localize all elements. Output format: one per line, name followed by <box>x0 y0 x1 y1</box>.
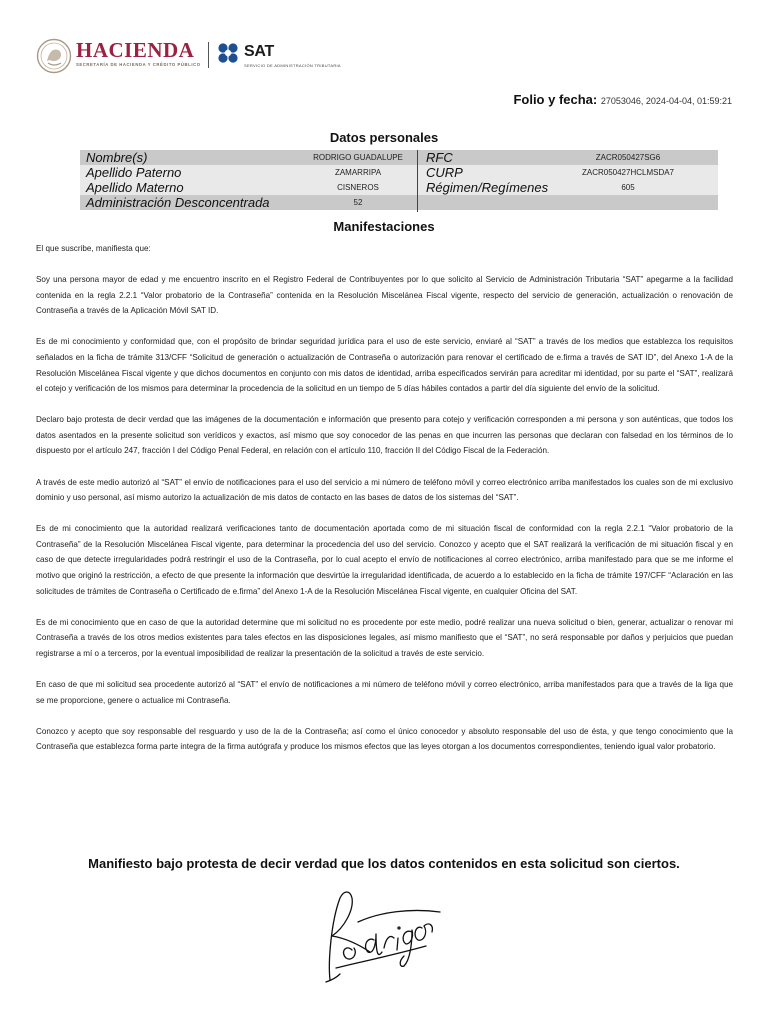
paragraph: Es de mi conocimiento que la autoridad realizará verificaciones tanto de documentación aportada como de mi situación fiscal de conformidad con la regla 2.2.1 “Valor probatorio de la Contraseña” de la Resolución Miscelánea Fiscal vigente, para determinar la procedencia del uso del servicio. Conozco y acepto que el SAT realizará la verificación de mi situación fiscal y en caso de que detecte irregularidades podrá restringir el uso de la Contraseña, por lo cual acepto el envío de notificaciones al correo electrónico, arriba manifestado para que se me informe el motivo que originó la restricción, a efecto de que presente la información que desvirtúe la irregularidad identificada, de acuerdo a lo establecido en la ficha de trámite 197/CFF “Aclaración en las solicitudes de trámites de Contraseña o Certificado de e.firma” del Anexo 1-A de la Resolución Miscelánea Fiscal vigente, en cualquier Oficina del SAT. <box>36 524 733 596</box>
nombre-label: Nombre(s) <box>86 150 148 165</box>
table-divider <box>417 150 418 212</box>
folio-value: 27053046, 2024-04-04, 01:59:21 <box>600 96 732 106</box>
header <box>36 36 456 76</box>
nombre-value: RODRIGO GUADALUPE <box>313 153 403 162</box>
hacienda-subtitle: SECRETARÍA DE HACIENDA Y CRÉDITO PÚBLICO <box>76 62 201 67</box>
rfc-value: ZACR050427SG6 <box>595 153 661 162</box>
table-row <box>80 150 718 165</box>
folio-label: Folio y fecha: <box>513 92 598 107</box>
personal-data-table <box>80 150 718 212</box>
apellido-paterno-value: ZAMARRIPA <box>334 168 382 177</box>
sat-wordmark: SAT <box>244 43 274 60</box>
apellido-materno-value: CISNEROS <box>337 183 379 192</box>
paragraph: Es de mi conocimiento que en caso de que la autoridad determine que mi solicitud no es procedente por este medio, podré realizar una nueva solicitud o bien, generar, actualizar o renovar mi Contraseña a través de los otros medios existentes para tales efectos en las disposiciones legales, así mismo manifiesto que el “SAT”, no será responsable por daños y perjuicios que puedan registrarse a mí o a terceros, por la eventual imposibilidad de realizar la presentación de la solicitud a través de este servicio. <box>36 617 733 658</box>
sat-subtitle: SERVICIO DE ADMINISTRACIÓN TRIBUTARIA <box>244 63 341 68</box>
hacienda-wordmark: HACIENDA <box>76 38 195 62</box>
administracion-value: 52 <box>353 198 363 207</box>
regimen-value: 605 <box>621 183 635 192</box>
manifestaciones-body <box>36 241 733 770</box>
manifestaciones-title: Manifestaciones <box>333 219 435 234</box>
administracion-label: Administración Desconcentrada <box>86 195 270 210</box>
curp-value: ZACR050427HCLMSDA7 <box>581 168 675 177</box>
declaration-statement: Manifiesto bajo protesta de decir verdad que los datos contenidos en esta solicitud son ciertos. <box>88 856 680 871</box>
folio-line <box>513 92 732 107</box>
table-row <box>80 195 718 210</box>
paragraph: Conozco y acepto que soy responsable del resguardo y uso de la de la Contraseña; así como el único conocedor y absoluto responsable del uso de ésta, y que tengo conocimiento que la Contraseña que establezca forma parte integra de la firma autógrafa y produce los mismos efectos que las leyes otorgan a los documentos correspondientes, teniendo igual valor probatorio. <box>36 726 733 752</box>
paragraph: En caso de que mi solicitud sea procedente autorizó al “SAT” el envío de notificaciones a mi número de teléfono móvil y correo electrónico, arriba manifestados para que a través de la liga que se me proporcione, genere o actualice mi Contraseña. <box>36 679 733 705</box>
logo-divider <box>208 42 209 68</box>
rfc-label: RFC <box>426 150 453 165</box>
paragraph: A través de este medio autorizó al “SAT” el envío de notificaciones para el uso del servicio a mi número de teléfono móvil y correo electrónico arriba manifestados los cuales son de mi exclusivo dominio y uso personal, así mismo autorizo la actualización de mis datos de contacto en las bases de datos de los sistemas del “SAT”. <box>36 477 733 503</box>
sat-dots-icon <box>217 42 241 66</box>
apellido-materno-label: Apellido Materno <box>86 180 184 195</box>
curp-label: CURP <box>426 165 463 180</box>
paragraph: Declaro bajo protesta de decir verdad que las imágenes de la documentación e información que presento para cotejo y verificación corresponden a mi persona y son auténticas, que todos los datos asentados en la presente solicitud son verídicos y exactos, así mismo que soy conocedor de las penas en que incurren las personas que declaran con falsedad en los términos de lo dispuesto por el artículo 247, fracción I del Código Penal Federal, en relación con el artículo 110, fracción II del Código Fiscal de la Federación. <box>36 415 733 456</box>
table-row <box>80 180 718 195</box>
datos-personales-title: Datos personales <box>329 130 439 145</box>
handwritten-signature <box>300 882 450 987</box>
paragraph: El que suscribe, manifiesta que: <box>36 244 151 253</box>
paragraph: Soy una persona mayor de edad y me encuentro inscrito en el Registro Federal de Contribuyentes por lo que solicito al Servicio de Administración Tributaria “SAT” apegarme a la facilidad contenida en la regla 2.2.1 “Valor probatorio de la Contraseña” contenida en la Resolución Miscelánea Fiscal vigente, respecto del servicio de generación, actualización o renovación de Contraseña a través de la Aplicación Móvil SAT ID. <box>36 275 733 316</box>
regimen-label: Régimen/Regímenes <box>426 180 549 195</box>
table-row <box>80 165 718 180</box>
apellido-paterno-label: Apellido Paterno <box>86 165 182 180</box>
national-seal-icon <box>36 38 72 74</box>
paragraph: Es de mi conocimiento y conformidad que, con el propósito de brindar seguridad jurídica para el uso de este servicio, enviaré al “SAT” a través de los medios que establezca los requisitos señalados en la ficha de trámite 313/CFF “Solicitud de generación o actualización de Contraseña o autorización para renovar el certificado de e.firma a través de SAT ID”, del Anexo 1-A de la Resolución Miscelánea Fiscal vigente y que dichos documentos en conjunto con mis datos de identidad, arriba especificados servirán para acreditar mi identidad, por su parte el “SAT”, realizará el cotejo y verificación de los mismos para determinar la procedencia de la solicitud en un tiempo de 5 días hábiles contados a partir del día siguiente del envío de la solicitud. <box>36 337 733 394</box>
